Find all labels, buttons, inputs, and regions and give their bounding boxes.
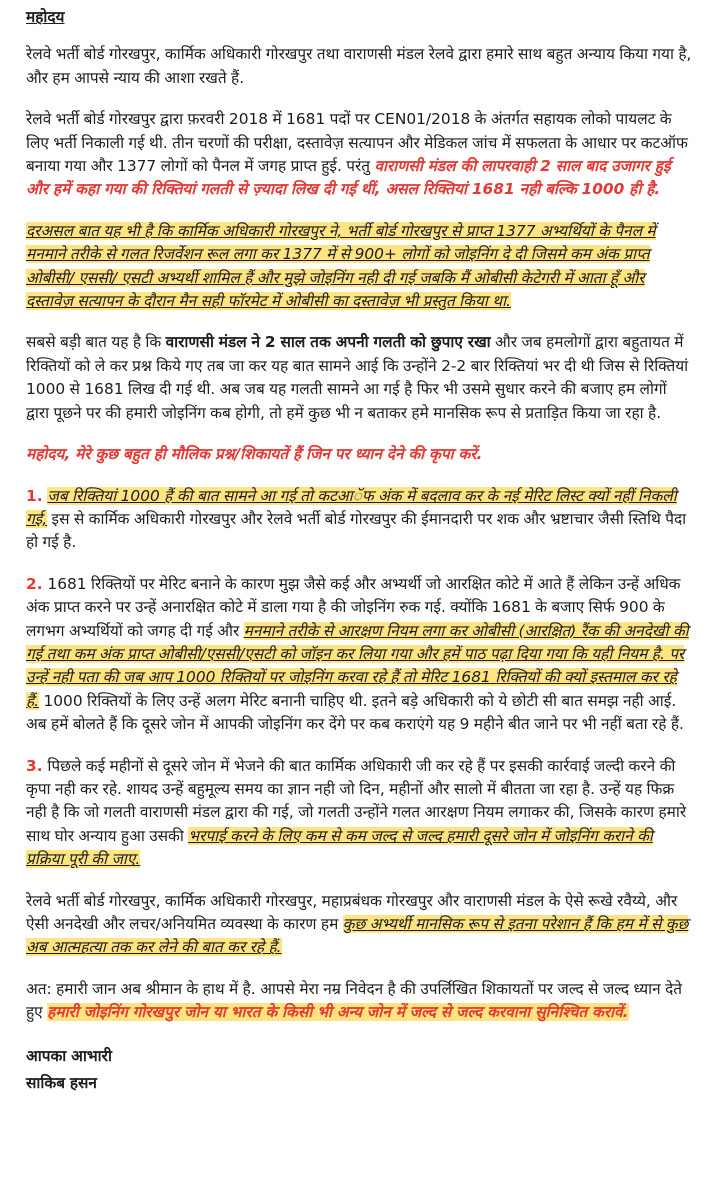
panel-paragraph <box>26 220 694 314</box>
recruitment-paragraph <box>26 108 694 202</box>
point-2-text-1: 1681 रिक्तियों पर मेरिट बनाने के कारण मुझ जैसे कई और अभ्यर्थी जो आरक्षित कोटे में आते हैं लेकिन उन्हें अधिक अंक प्राप्त करने पर उन्हें अनारक्षित कोटे में डाला गया है की जोइनिंग रुक गई. क्योंकि 1681 के बजाए सिर्फ 900 के लगभग अभ्यर्थियों को जगह दी गई और <box>26 574 681 640</box>
point-1-text: इस से कार्मिक अधिकारी गोरखपुर और रेलवे भर्ती बोर्ड गोरखपुर की ईमानदारी पर शक और भ्रष्टाचार जैसी स्तिथि पैदा हो गई है. <box>26 509 687 552</box>
point-2-highlight: मनमाने तरीके से आरक्षण नियम लगा कर ओबीसी (आरक्षित) रैंक की अनदेखी की गई तथा कम अंक प्राप्त ओबीसी/एससी/एसटी को जॉइन कर लिया गया और हमें पाठ पढ़ा दिया गया कि यही नियम है. पर उन्हें नही पता की जब आप 1000 रिक्तियों पर जोइनिंग करवा रहे हैं तो मेरिट 1681 रिक्तियों की क्यों इस्तमाल कर रहे हैं. <box>26 621 689 710</box>
point-2 <box>26 573 694 737</box>
point-2-number: 2. <box>26 574 48 593</box>
point-2-text-2: 1000 रिक्तियों के लिए उन्हें अलग मेरिट बनानी चाहिए थी. इतने बड़े अधिकारी को ये छोटी सी बात समझ नही आई. अब हमें बोलते हैं कि दूसरे जोन में आपकी जोइनिंग कर देंगे पर कब कराएंगे यह 9 महीने बीत जाने पर भी नहीं बता रहे हैं. <box>26 691 684 734</box>
point-3-text: पिछले कई महीनों से दूसरे जोन में भेजने की बात कार्मिक अधिकारी जी कर रहे हैं पर इसकी कार्रवाई जल्दी करने की कृपा नही कर रहे. शायद उन्हें बहुमूल्य समय का ज्ञान नही जो दिन, महीनों और सालो में बीतता जा रहा है. उन्हें यह फिक्र नही है कि जो गलती वाराणसी मंडल द्वारा की गई, जो गलती उन्होंने गलत आरक्षण नियम लगाकर की, जिसके कारण हमारे साथ घोर अन्याय हुआ उसकी <box>26 756 687 845</box>
signature-name: साकिब हसन <box>26 1073 97 1092</box>
point-3-number: 3. <box>26 756 48 775</box>
questions-heading: महोदय, मेरे कुछ बहुत ही मौलिक प्रश्न/शिकायतें हैं जिन पर ध्यान देने की कृपा करें. <box>26 445 483 464</box>
concealment-text-pre: सबसे बड़ी बात यह है कि <box>26 333 166 352</box>
point-1-number: 1. <box>26 486 48 505</box>
recruitment-text: रेलवे भर्ती बोर्ड गोरखपुर द्वारा फ़रवरी 2018 में 1681 पदों पर CEN01/2018 के अंतर्गत सहायक लोको पायलट के लिए भर्ती निकाली गई थी. तीन चरणों की परीक्षा, दस्तावेज़ सत्यापन और मेडिकल जांच में सफलता के आधार पर कटऑफ बनाया गया और 1377 लोगों को पैनल में जगह प्राप्त हुई. परंतु <box>26 110 688 176</box>
distress-highlight: कुछ अभ्यर्थी मानसिक रूप से इतना परेशान हैं कि हम में से कुछ अब आत्महत्या तक कर लेने की बात कर रहे हैं. <box>26 915 689 957</box>
request-highlight: हमारी जोइनिंग गोरखपुर जोन या भारत के किसी भी अन्य जोन में जल्द से जल्द करवाना सुनिश्चित करावें. <box>47 1003 629 1022</box>
request-text: अत: हमारी जान अब श्रीमान के हाथ में है. आपसे मेरा नम्र निवेदन है की उपर्लिखित शिकायतों पर जल्द से जल्द ध्यान देते हुए <box>26 979 683 1022</box>
intro-paragraph: रेलवे भर्ती बोर्ड गोरखपुर, कार्मिक अधिकारी गोरखपुर तथा वाराणसी मंडल रेलवे द्वारा हमारे साथ बहुत अन्याय किया गया है, और हम आपसे न्याय की आशा रखते हैं. <box>26 45 692 87</box>
concealment-text-post: और जब हमलोगों द्वारा बहुतायत में रिक्तियों को ले कर प्रश्न किये गए तब जा कर यह बात सामने आई कि उन्होंने 2-2 बार रिक्तियां भर दी थी जिस से रिक्तियां 1000 से 1681 लिख दी गई थी. अब जब यह गलती सामने आ गई है फिर भी उसमे सुधार करने की बजाए हम लोगों द्वारा पूछने पर की हमारी जोइनिंग कब होगी, तो हमें कुछ भी न बताकर हमे मानसिक रूप से प्रताड़ित किया जा रहा है. <box>26 333 689 422</box>
closing-line: आपका आभारी <box>26 1046 112 1065</box>
point-1-highlight: जब रिक्तियां 1000 हैं की बात सामने आ गई तो कटआॅफ अंक में बदलाव कर के नई मेरिट लिस्ट क्यों नहीं निकली गई, <box>26 486 677 528</box>
salutation: महोदय <box>26 8 65 26</box>
point-3-highlight: भरपाई करने के लिए कम से कम जल्द से जल्द हमारी दूसरे जोन में जोइनिंग कराने की प्रक्रिया पूरी की जाए. <box>26 826 653 869</box>
distress-text: रेलवे भर्ती बोर्ड गोरखपुर, कार्मिक अधिकारी गोरखपुर, महाप्रबंधक गोरखपुर और वाराणसी मंडल के ऐसे रूखे रवैय्ये, और ऐसी अनदेखी और लचर/अनियमित व्यवस्था के कारण हम <box>26 891 678 933</box>
panel-highlight: दरअसल बात यह भी है कि कार्मिक अधिकारी गोरखपुर ने, भर्ती बोर्ड गोरखपुर से प्राप्त 1377 अभ्यर्थियों के पैनल में मनमाने तरीके से गलत रिजर्वेशन रूल लगा कर 1377 में से 900+ लोगों को जोइनिंग दे दी जिसमे कम अंक प्राप्त ओबीसी/ एससी/ एसटी अभ्यर्थी शामिल हैं और मुझे जोइनिंग नही दी गई जबकि मैं ओबीसी केटेगरी में आता हूँ और दस्तावेज़ सत्यापन के दौरान मैन सही फॉरमेट में ओबीसी का दस्तावेज़ भी प्रस्तुत किया था. <box>26 221 656 311</box>
request-paragraph <box>26 978 694 1025</box>
concealment-paragraph <box>26 331 694 425</box>
point-3 <box>26 755 694 872</box>
vacancy-error-statement: वाराणसी मंडल की लापरवाही 2 साल बाद उजागर हुई और हमें कहा गया की रिक्तियां गलती से ज़्यादा लिख दी गई थीं, असल रिक्तियां 1681 नही बल्कि 1000 ही है. <box>26 157 671 199</box>
concealment-bold: वाराणसी मंडल ने 2 साल तक अपनी गलती को छुपाए रखा <box>165 333 491 352</box>
point-1 <box>26 485 694 555</box>
distress-paragraph <box>26 890 694 960</box>
